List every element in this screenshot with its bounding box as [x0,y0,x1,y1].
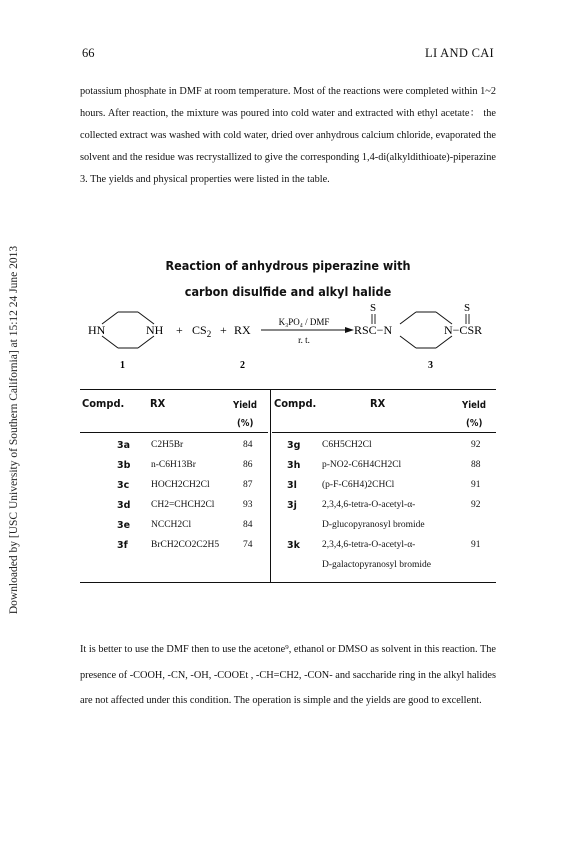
table-row-right-yield: 91 [471,480,481,490]
table-row-left-yield: 84 [243,520,253,530]
header-rule-left [80,432,268,433]
header-compd-left: Compd. [82,397,125,410]
header-rule-right [272,432,496,433]
conditions-top: K₃PO₄ / DMF [278,317,330,327]
compound-label-2: 2 [240,360,245,371]
table-row-left-id: 3f [117,540,128,551]
table-row-right-yield: 92 [471,500,481,510]
table-row-right-id: 3h [287,460,301,471]
scheme-title-line1: Reaction of anhydrous piperazine with [165,258,411,273]
table-row-right-rx: (p-F-C6H4)2CHCl [322,480,395,490]
table-row-left-rx: C2H5Br [151,440,184,450]
reaction-arrowhead [345,327,354,333]
paragraph-intro: potassium phosphate in DMF at room temperature. Most of the reactions were completed within 1~2 hours. After reaction, the mixture was poured into cold water and extracted with ethyl acetate： the collected extract was washed with cold water, dried over anhydrous calcium chloride, evaporated the solvent and the residue was recrystallized to give the corresponding 1,4-di(alkyldithioate)-piperazine 3. The yields and physical properties were listed in the table. [80,86,496,185]
scheme-title-line2: carbon disulfide and alkyl halide [184,284,392,299]
table-row-right-rx: 2,3,4,6-tetra-O-acetyl-α- [322,540,416,550]
table-row-left-id: 3c [117,480,130,491]
header-compd-right: Compd. [274,397,317,410]
table-row-left-id: 3a [117,440,131,451]
table-row-left-rx: BrCH2CO2C2H5 [151,540,220,550]
table-row-right-id: 3j [287,500,297,511]
header-yield-left: Yield [233,400,257,411]
page-number: 66 [82,46,95,60]
reagent-cs2-main: CS [192,323,207,337]
header-yield-right: Yield [462,400,486,411]
running-head: LI AND CAI [425,46,494,60]
table-row-right-id: 3g [287,440,301,451]
table-row-right-yield: 88 [471,460,481,470]
header-rx-right: RX [370,397,386,410]
paragraph-conclusion: It is better to use the DMF then to use the acetone⁹, ethanol or DMSO as solvent in this reaction. The presence of -COOH, -CN, -OH, -COOEt , -CH=CH2, -CON- and saccharide ring in the alkyl halides are not affected under this condition. The operation is simple and the yields are good to excellent. [80,644,496,706]
table-row-right-rx: p-NO2-C6H4CH2Cl [322,460,402,470]
conditions-bottom: r. t. [298,335,310,345]
table-row-right-yield: 91 [471,540,481,550]
download-watermark-text: Downloaded by [USC University of Southern California] at 15:12 24 June 2013 [8,245,20,615]
product-left-group: RSC−N [354,323,393,337]
reagent-cs2-sub: 2 [206,329,212,339]
plus-sign-2: + [220,323,227,337]
table-row-left-yield: 74 [243,540,253,550]
product-right-group: N−CSR [444,323,483,337]
header-rx-left: RX [150,397,166,410]
table-row-left-rx: NCCH2Cl [151,520,192,530]
reactant-nh: NH [146,323,164,337]
header-yield-unit-right: (%) [466,418,483,429]
reagent-rx: RX [234,323,251,337]
table-row-left-rx: n-C6H13Br [151,460,196,470]
table-row-left-rx: HOCH2CH2Cl [151,480,210,490]
reactant-hn: HN [88,323,106,337]
table-row-left-yield: 93 [243,500,253,510]
header-yield-unit-left: (%) [237,418,254,429]
table-row-left-id: 3d [117,500,131,511]
table-row-right-rx: 2,3,4,6-tetra-O-acetyl-α- [322,500,416,510]
table-row-right-rx: C6H5CH2Cl [322,440,372,450]
table-top-rule [80,389,496,390]
table-row-right-id: 3l [287,480,297,491]
table-row-right-rx-continued: D-glucopyranosyl bromide [322,520,425,530]
table-row-right-id: 3k [287,540,300,551]
table-row-right-rx-continued: D-galactopyranosyl bromide [322,560,431,570]
compound-label-1: 1 [120,360,125,371]
product-sulfur-right: S [464,302,471,314]
table-row-left-id: 3e [117,520,131,531]
reaction-scheme [88,300,488,372]
plus-sign-1: + [176,323,183,337]
table-row-left-yield: 86 [243,460,253,470]
download-watermark [6,0,22,863]
reagent-cs2 [192,323,211,339]
table-row-left-id: 3b [117,460,131,471]
table-row-left-rx: CH2=CHCH2Cl [151,500,215,510]
table-column-divider [270,389,271,583]
table-row-right-yield: 92 [471,440,481,450]
compound-label-3: 3 [428,360,433,371]
table-bottom-rule [80,582,496,583]
table-row-left-yield: 87 [243,480,253,490]
product-sulfur-left: S [370,302,377,314]
table-row-left-yield: 84 [243,440,253,450]
